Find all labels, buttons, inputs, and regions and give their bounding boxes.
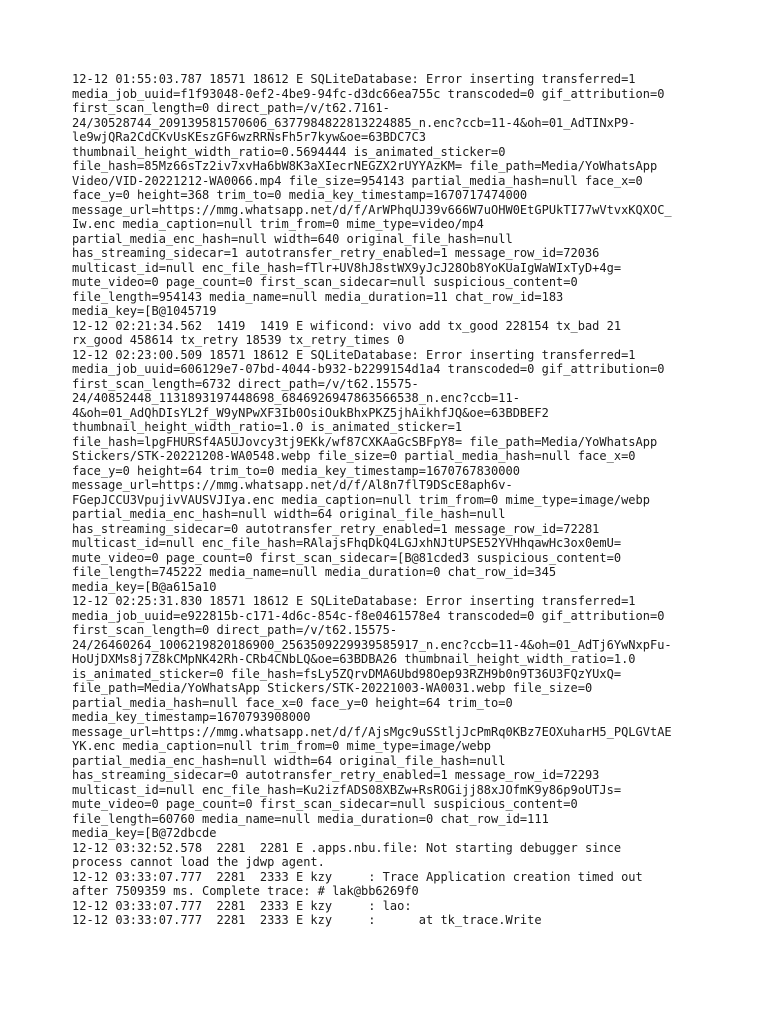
log-line: first_scan_length=6732 direct_path=/v/t62.15575- bbox=[72, 376, 419, 391]
log-line: HoUjDXMs8j7Z8kCMpNK42Rh-CRb4CNbLQ&oe=63BDBA26 thumbnail_height_width_ratio=1.0 bbox=[72, 652, 636, 666]
log-line: after 7509359 ms. Complete trace: # lak@bb6269f0 bbox=[72, 884, 419, 898]
log-line: 12-12 02:23:00.509 18571 18612 E SQLiteDatabase: Error inserting transferred=1 bbox=[72, 347, 636, 362]
log-line: multicast_id=null enc_file_hash=fTlr+UV8hJ8stWX9yJcJ28Ob8YoKUaIgWaWIxTyD+4g= bbox=[72, 260, 622, 275]
log-line: file_length=954143 media_name=null media_duration=11 chat_row_id=183 bbox=[72, 289, 564, 304]
log-line: file_path=Media/YoWhatsApp Stickers/STK-20221003-WA0031.webp file_size=0 bbox=[72, 681, 593, 695]
log-line: face_y=0 height=64 trim_to=0 media_key_timestamp=1670767830000 bbox=[72, 463, 520, 478]
log-line: media_job_uuid=e922815b-c171-4d6c-854c-f8e0461578e4 transcoded=0 gif_attribution=0 bbox=[72, 608, 665, 623]
log-line: message_url=https://mmg.whatsapp.net/d/f/AjsMgc9uSStljJcPmRq0KBz7EOXuharH5_PQLGVtAE bbox=[72, 724, 672, 739]
log-line: 12-12 03:32:52.578 2281 2281 E .apps.nbu.file: Not starting debugger since bbox=[72, 840, 622, 855]
log-line: 12-12 03:33:07.777 2281 2333 E kzy : Trace Application creation timed out bbox=[72, 869, 643, 884]
log-line: thumbnail_height_width_ratio=1.0 is_animated_sticker=1 bbox=[72, 420, 463, 434]
log-line: face_y=0 height=368 trim_to=0 media_key_timestamp=1670717474000 bbox=[72, 188, 528, 202]
log-line: Stickers/STK-20221208-WA0548.webp file_size=0 partial_media_hash=null face_x=0 bbox=[72, 449, 636, 463]
log-line: file_hash=85Mz66sTz2iv7xvHa6bW8K3aXIecrNEGZX2rUYYAzKM= file_path=Media/YoWhatsApp bbox=[72, 159, 658, 173]
log-line: file_hash=lpgFHURSf4A5UJovcy3tj9EKk/wf87CXKAaGcSBFpY8= file_path=Media/YoWhatsApp bbox=[72, 434, 658, 449]
log-line: media_job_uuid=f1f93048-0ef2-4be9-94fc-d3dc66ea755c transcoded=0 gif_attribution=0 bbox=[72, 86, 665, 101]
log-text-block bbox=[72, 72, 712, 928]
log-line: mute_video=0 page_count=0 first_scan_sidecar=null suspicious_content=0 bbox=[72, 797, 578, 811]
log-line: first_scan_length=0 direct_path=/v/t62.7161- bbox=[72, 101, 390, 115]
log-line: partial_media_enc_hash=null width=640 original_file_hash=null bbox=[72, 231, 513, 246]
log-line: is_animated_sticker=0 file_hash=fsLy5ZQrvDMA6Ubd98Oep93RZH9b0n9T36U3FQzYUxQ= bbox=[72, 666, 622, 681]
log-line: YK.enc media_caption=null trim_from=0 mime_type=image/webp bbox=[72, 739, 492, 753]
log-line: message_url=https://mmg.whatsapp.net/d/f/ArWPhqUJ39v666W7uOHW0EtGPUkTI77wVtvxKQXOC_ bbox=[72, 202, 672, 217]
log-line: Video/VID-20221212-WA0066.mp4 file_size=954143 partial_media_hash=null face_x=0 bbox=[72, 173, 643, 188]
log-line: 12-12 01:55:03.787 18571 18612 E SQLiteDatabase: Error inserting transferred=1 bbox=[72, 72, 636, 86]
log-line: media_key=[B@1045719 bbox=[72, 304, 217, 318]
log-line: 24/26460264_1006219820186900_2563509229939585917_n.enc?ccb=11-4&oh=01_AdTj6YwNxpFu- bbox=[72, 637, 672, 652]
log-line: file_length=745222 media_name=null media_duration=0 chat_row_id=345 bbox=[72, 565, 557, 579]
log-line: Iw.enc media_caption=null trim_from=0 mime_type=video/mp4 bbox=[72, 217, 484, 231]
log-line: 12-12 03:33:07.777 2281 2333 E kzy : at tk_trace.Write bbox=[72, 913, 542, 927]
log-line: FGepJCCU3VpujivVAUSVJIya.enc media_caption=null trim_from=0 mime_type=image/webp bbox=[72, 492, 650, 507]
log-line: 24/30528744_209139581570606_6377984822813224885_n.enc?ccb=11-4&oh=01_AdTINxP9- bbox=[72, 115, 636, 130]
log-line: has_streaming_sidecar=1 autotransfer_retry_enabled=1 message_row_id=72036 bbox=[72, 246, 600, 260]
log-line: 12-12 03:33:07.777 2281 2333 E kzy : lao: bbox=[72, 898, 412, 913]
log-line: le9wjQRa2CdCKvUsKEszGF6wzRRNsFh5r7kyw&oe=63BDC7C3 bbox=[72, 130, 427, 144]
log-line: partial_media_enc_hash=null width=64 original_file_hash=null bbox=[72, 507, 506, 521]
log-line: has_streaming_sidecar=0 autotransfer_retry_enabled=1 message_row_id=72281 bbox=[72, 521, 600, 536]
log-line: 4&oh=01_AdQhDIsYL2f_W9yNPwXF3Ib0OsiOukBhxPKZ5jhAikhfJQ&oe=63BDBEF2 bbox=[72, 405, 549, 420]
log-line: process cannot load the jdwp agent. bbox=[72, 855, 325, 869]
log-line: 24/40852448_1131893197448698_6846926947863566538_n.enc?ccb=11- bbox=[72, 391, 520, 405]
log-line: media_key=[B@72dbcde bbox=[72, 826, 217, 840]
log-line: multicast_id=null enc_file_hash=Ku2izfADS08XBZw+RsROGijj88xJOfmK9y86p9oUTJs= bbox=[72, 782, 622, 797]
log-line: has_streaming_sidecar=0 autotransfer_retry_enabled=1 message_row_id=72293 bbox=[72, 768, 600, 782]
log-line: file_length=60760 media_name=null media_duration=0 chat_row_id=111 bbox=[72, 811, 549, 826]
log-line: thumbnail_height_width_ratio=0.5694444 is_animated_sticker=0 bbox=[72, 144, 506, 159]
log-line: media_job_uuid=606129e7-07bd-4044-b932-b2299154d1a4 transcoded=0 gif_attribution=0 bbox=[72, 362, 665, 376]
log-line: mute_video=0 page_count=0 first_scan_sidecar=[B@81cded3 suspicious_content=0 bbox=[72, 550, 622, 565]
log-line: media_key=[B@a615a10 bbox=[72, 579, 217, 594]
log-line: 12-12 02:21:34.562 1419 1419 E wificond: vivo add tx_good 228154 tx_bad 21 bbox=[72, 318, 622, 333]
log-line: 12-12 02:25:31.830 18571 18612 E SQLiteDatabase: Error inserting transferred=1 bbox=[72, 594, 636, 608]
log-line: message_url=https://mmg.whatsapp.net/d/f/Al8n7flT9DScE8aph6v- bbox=[72, 478, 513, 492]
log-line: media_key_timestamp=1670793908000 bbox=[72, 710, 311, 724]
log-line: first_scan_length=0 direct_path=/v/t62.15575- bbox=[72, 623, 398, 637]
log-line: multicast_id=null enc_file_hash=RAlajsFhqDkQ4LGJxhNJtUPSE52YVHhqawHc3ox0emU= bbox=[72, 536, 622, 550]
log-line: partial_media_hash=null face_x=0 face_y=0 height=64 trim_to=0 bbox=[72, 695, 513, 710]
log-line: rx_good 458614 tx_retry 18539 tx_retry_times 0 bbox=[72, 333, 405, 347]
log-line: mute_video=0 page_count=0 first_scan_sidecar=null suspicious_content=0 bbox=[72, 275, 578, 289]
log-line: partial_media_enc_hash=null width=64 original_file_hash=null bbox=[72, 753, 506, 768]
